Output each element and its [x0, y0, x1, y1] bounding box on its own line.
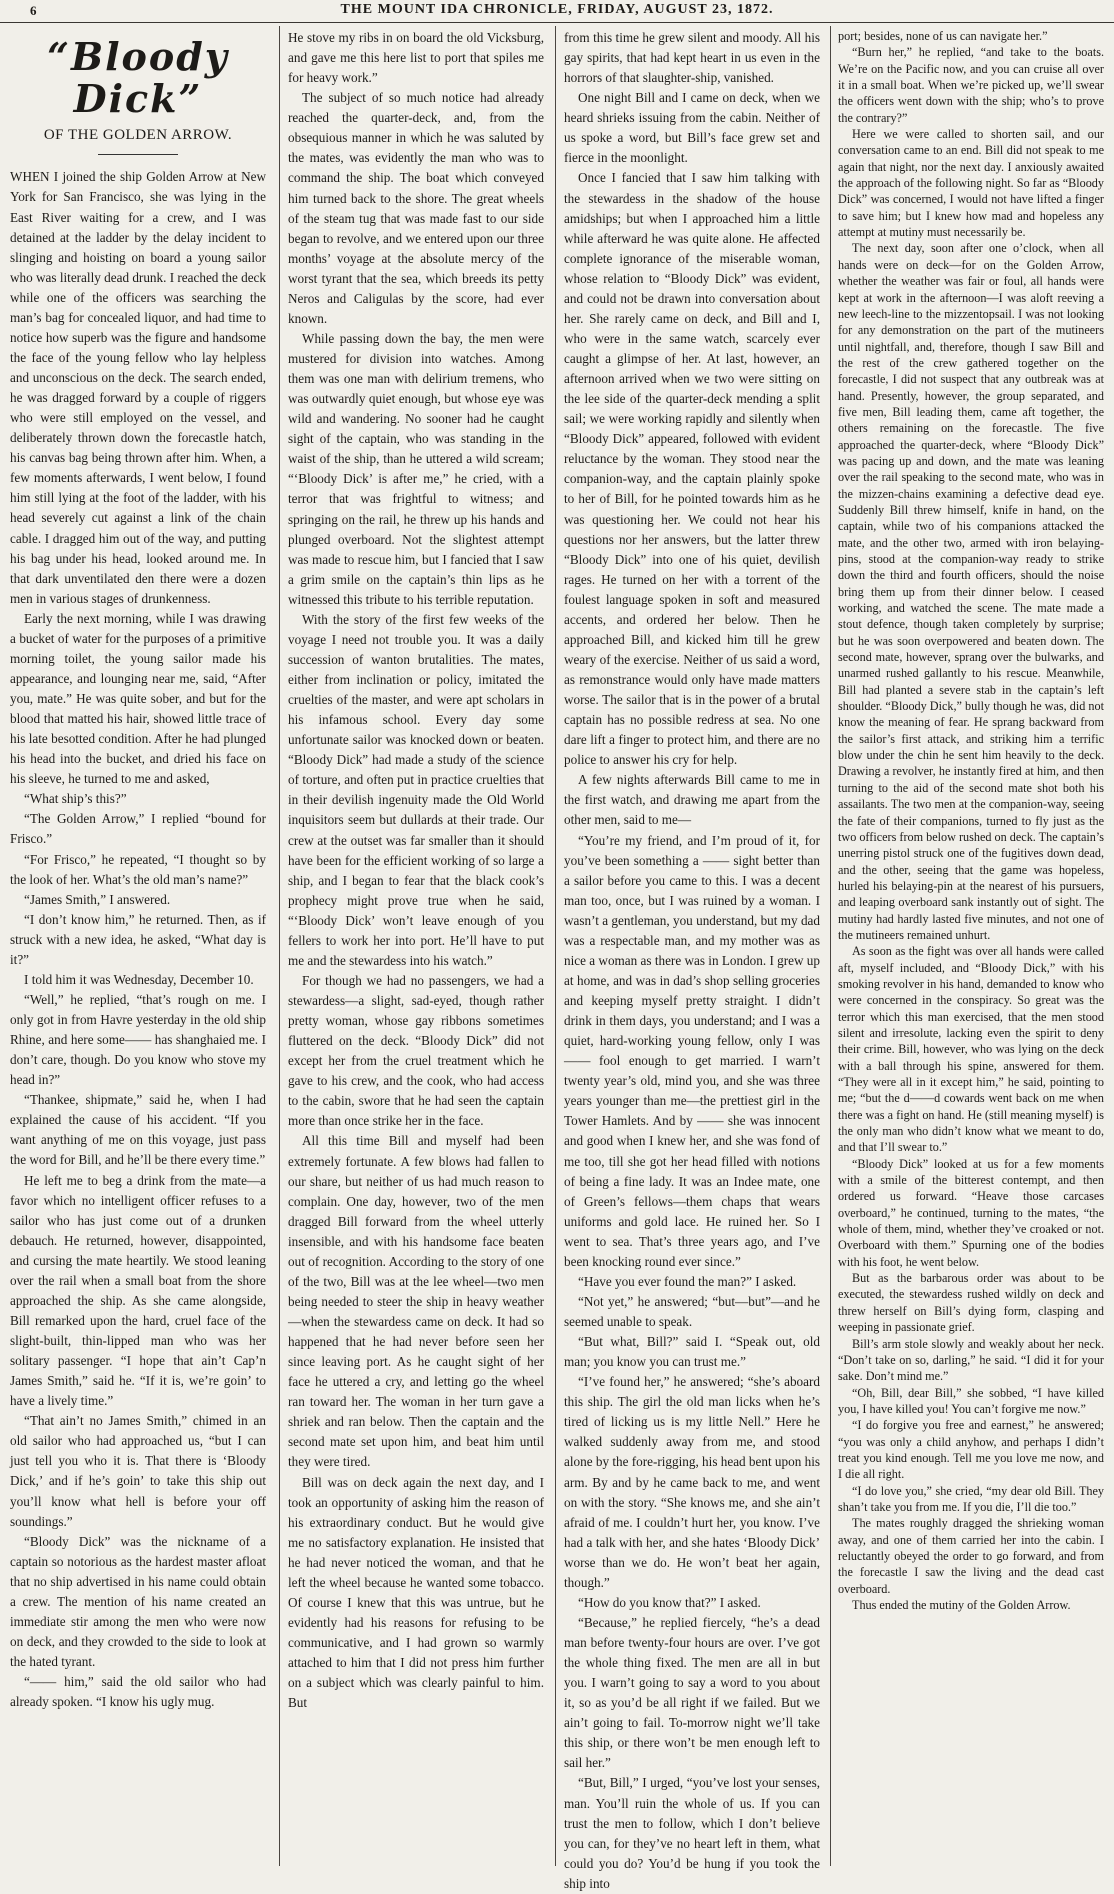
article-paragraph: A few nights afterwards Bill came to me in the first watch, and drawing me apart from the other men, said to me—	[564, 772, 820, 828]
column-2	[288, 28, 544, 1864]
article-paragraph: “But what, Bill?” said I. “Speak out, old man; you know you can trust me.”	[564, 1334, 820, 1370]
article-paragraph: As soon as the fight was over all hands were called aft, myself included, and “Bloody Dick,” with his smoking revolver in his hand, demanded to know who were concerned in the conspiracy. So great was the terror which this man exercised, that the men stood silent and irresolute, lacking even the spirit to deny their crime. Bill, however, who was lying on the deck with a ball through his spine, answered for them. “They were all in it except him,” he said, pointing to me; “but the d——d cowards went back on me when there was a fight on hand. He (still meaning myself) is the only man who didn’t know what we meant to do, and that I’ll swear to.”	[838, 944, 1104, 1155]
article-paragraph: “Have you ever found the man?” I asked.	[578, 1273, 797, 1289]
article-paragraph: “Well,” he replied, “that’s rough on me. I only got in from Havre yesterday in the old ship Rhine, and here some—— has shanghaied me. I don’t care, though. Do you know who stove my head in?”	[10, 991, 266, 1088]
article-paragraph: With the story of the first few weeks of the voyage I need not trouble you. It was a daily succession of wanton brutalities. The mates, either from inclination or policy, imitated the cruelties of the master, and were apt scholars in his infamous school. Every day some unfortunate sailor was knocked down or beaten. “Bloody Dick” had made a study of the science of torture, and often put in practice cruelties that in their devilish ingenuity made the Old World inquisitors seem but dullards at their trade. Our crew at the outset was far smaller than it should have been for the efficient working of so large a ship, and I began to fear that the black cook’s prophecy might prove true when he said, “‘Bloody Dick’ won’t leave enough of you fellers to work her into port. He’ll have to put me and the stewardess into his watch.”	[288, 611, 544, 968]
article-paragraph: “Because,” he replied fiercely, “he’s a dead man before twenty-four hours are over. I’ve got the whole thing fixed. The men are all in but you. I warn’t going to say a word to you about it, so as you’d be all right if we failed. But we ain’t going to fail. To-morrow night we’ll take this ship, or there won’t be men enough left to sail her.”	[564, 1614, 820, 1771]
article-paragraph: “James Smith,” I answered.	[24, 891, 171, 907]
column-2-body	[288, 28, 544, 1713]
page-number: 6	[30, 3, 37, 18]
article-paragraph: WHEN I joined the ship Golden Arrow at New York for San Francisco, she was lying in the East River waiting for a crew, and I was detained at the ladder by the delay incident to slinging and hoisting on board a young sailor who was literally dead drunk. I reached the deck while one of the officers was searching the man’s bag for concealed liquor, and had time to notice how superb was the figure and handsome the face of the young fellow who lay helpless and unconscious on the deck. The search ended, he was dragged forward by a couple of riggers who were still employed on the vessel, and deliberately thrown down the forecastle hatch, his canvas bag being thrown after him. When, a few moments afterwards, I went below, I found him still lying at the foot of the ladder, with his head severely cut against a link of the chain cable. I dragged him out of the way, and putting his bag under his head, looked around me. In that dark unventilated den there were a dozen men in various stages of drunkenness.	[10, 169, 266, 606]
article-paragraph: I told him it was Wednesday, December 10.	[24, 971, 254, 987]
article-paragraph: Once I fancied that I saw him talking with the stewardess in the shadow of the house amidships; but when I approached him a little while afterward he was quite alone. He affected complete ignorance of the miserable woman, whose relation to “Bloody Dick” was evident, and could not be drawn into conversation about her. She rarely came on deck, and Bill and I, who were in the same watch, scarcely ever caught a glimpse of her. At last, however, an afternoon arrived when we two were sitting on the lee side of the quarter-deck mending a split sail; we were working rapidly and silently when “Bloody Dick” appeared, followed with evident reluctance by the woman. They stood near the companion-way, and the captain plainly spoke to her of Bill, for he pointed towards him as he was questioning her. We could not hear his questions nor her answers, but the latter threw “Bloody Dick” into one of his quiet, devilish rages. He turned on her with a torrent of the foulest language spoken in soft and measured accents, and ordered her below. Then he approached Bill, and kicked him till he grew weary of the exercise. Neither of us said a word, as remonstrance would only have made matters worse. The sailor that is in the power of a brutal captain has no possible redress at sea. No one dare lift a finger to protect him, and there are no police to answer his cry for help.	[564, 170, 820, 768]
title-divider	[98, 154, 178, 155]
article-paragraph: “But, Bill,” I urged, “you’ve lost your senses, man. You’ll ruin the whole of us. If you can trust the men to follow, which I don’t believe you can, for they’ve no heart left in them, what could you do? You’d be hung if you took the ship into	[564, 1775, 820, 1891]
article-paragraph: “Thankee, shipmate,” said he, when I had explained the cause of his accident. “If you want anything of me on this voyage, just pass the word for Bill, and he’ll be there every time.”	[10, 1092, 266, 1168]
article-paragraph: “For Frisco,” he repeated, “I thought so by the look of her. What’s the old man’s name?”	[10, 851, 266, 887]
article-paragraph: “You’re my friend, and I’m proud of it, for you’ve been something a —— sight better than a sailor before you came to this. I was a decent man too, once, but I was ruined by a woman. I wasn’t a gentleman, you understand, but my dad was a respectable man, and my mother was as nice a woman as there was in London. I grew up at home, and was in dad’s shop selling groceries and keeping myself pretty straight. I didn’t drink in them days, you understand; and I was a quiet, hard-working young fellow, only I was —— fool enough to get married. I warn’t twenty year’s old, mind you, and she was three years younger than me—the prettiest girl in the Tower Hamlets. And by —— she was innocent and good when I knew her, and she was fond of me too, till she got her head filled with notions of being a fine lady. It was an Indee mate, one of Green’s fellows—them chaps that wears uniforms and gold lace. He ruined her. So I went to sea. That’s three years ago, and I’ve been knocking round ever since.”	[564, 832, 820, 1269]
article-paragraph: But as the barbarous order was about to be executed, the stewardess rushed wildly on deck and threw herself on Bill’s dying form, clasping and weeping in passionate grief.	[838, 1271, 1104, 1335]
article-paragraph: While passing down the bay, the men were mustered for division into watches. Among them was one man with delirium tremens, who was outwardly quiet enough, but whose eye was wild and wandering. No sooner had he caught sight of the captain, who was standing in the waist of the ship, than he uttered a wild scream; “‘Bloody Dick’ is after me,” he cried, with a terror that was frightful to witness; and springing on the rail, he threw up his hands and plunged overboard. Not the slightest attempt was made to rescue him, but I fancied that I saw a grim smile on the captain’s thin lips as he witnessed this tribute to his terrible reputation.	[288, 330, 544, 607]
column-3-body	[564, 28, 820, 1894]
article-paragraph: “That ain’t no James Smith,” chimed in an old sailor who had approached us, “but I can just tell you who it is. That there is ‘Bloody Dick,’ and if he’s goin’ to take this ship out you’ll know what hell is before your off soundings.”	[10, 1413, 266, 1529]
column-4	[838, 28, 1104, 1864]
article-paragraph: “What ship’s this?”	[24, 791, 127, 807]
article-paragraph: “I do love you,” she cried, “my dear old Bill. They shan’t take you from me. If you die, I’ll die too.”	[838, 1483, 1104, 1514]
article-paragraph: “I don’t know him,” he returned. Then, as if struck with a new idea, he asked, “What day is it?”	[10, 911, 266, 967]
column-4-body	[838, 28, 1104, 1613]
article-paragraph: “Bloody Dick” looked at us for a few moments with a smile of the bitterest contempt, and then ordered us forward. “Heave those carcases overboard,” he continued, turning to the mates, “the whole of them, mind, whether they’ve croaked or not. Overboard with them.” Spurning one of the bodies with his foot, he went below.	[838, 1156, 1104, 1269]
article-paragraph: One night Bill and I came on deck, when we heard shrieks issuing from the cabin. Neither of us spoke a word, but Bill’s face grew set and fierce in the moonlight.	[564, 90, 820, 166]
article-paragraph: “Bloody Dick” was the nickname of a captain so notorious as the hardest master afloat that no ship advertised in his name could obtain a crew. The mention of his name created an immediate stir among the men who were now on deck, and they crowded to the side to look at the hated tyrant.	[10, 1533, 266, 1670]
newspaper-header: THE MOUNT IDA CHRONICLE, FRIDAY, AUGUST 23, 1872.	[340, 2, 774, 17]
article-paragraph: “Oh, Bill, dear Bill,” she sobbed, “I have killed you, I have killed you! You can’t forgive me now.”	[838, 1385, 1104, 1416]
article-paragraph: “I’ve found her,” he answered; “she’s aboard this ship. The girl the old man licks when he’s tired of licking us is my little Nell.” Here he walked suddenly away from me, and stood alone by the fore-rigging, his head bent upon his arm. By and by he came back to me, and went on with the story. “She knows me, and she ain’t afraid of me. I couldn’t hurt her, you know. I’ve had a talk with her, and she hates ‘Bloody Dick’ worse than we do. He won’t beat her again, though.”	[564, 1374, 820, 1590]
article-paragraph: For though we had no passengers, we had a stewardess—a slight, sad-eyed, though rather pretty woman, whose gay ribbons sometimes fluttered on the deck. “Bloody Dick” did not except her from the cruel treatment which he gave to his crew, and the cook, who had access to the cabin, swore that he had seen the captain more than once strike her in the face.	[288, 972, 544, 1129]
article-title: “Bloody Dick”	[47, 34, 229, 121]
column-1-body	[10, 167, 266, 1712]
article-paragraph: “Not yet,” he answered; “but—but”—and he seemed unable to speak.	[564, 1293, 820, 1329]
article-paragraph: “The Golden Arrow,” I replied “bound for Frisco.”	[10, 811, 266, 847]
article-paragraph: “I do forgive you free and earnest,” he answered; “you was only a child anyhow, and perhaps I didn’t treat you kind enough. Tell me you love me now, and I die all right.	[838, 1418, 1104, 1482]
article-paragraph: The subject of so much notice had already reached the quarter-deck, and, from the obsequious manner in which he was saluted by the mates, was evidently the man who was to command the ship. The boat which conveyed him turned back to the shore. The great wheels of the steam tug that was made fast to our side began to revolve, and we entered upon our three months’ voyage at the absolute mercy of the worst tyrant that the sea, which breeds its petty Neros and Caligulas by the score, had ever known.	[288, 90, 544, 326]
article-paragraph: port; besides, none of us can navigate her.”	[838, 29, 1048, 43]
column-rule	[830, 26, 831, 1866]
article-paragraph: The mates roughly dragged the shrieking woman away, and one of them carried her into the cabin. I reluctantly obeyed the order to go forward, and from the forecastle I saw the living and the dead cast overboard.	[838, 1516, 1104, 1596]
article-subtitle: OF THE GOLDEN ARROW.	[43, 126, 233, 143]
column-rule	[279, 26, 280, 1866]
article-paragraph: Bill was on deck again the next day, and I took an opportunity of asking him the reason of his extraordinary conduct. But he would give me no satisfactory explanation. He insisted that he had never noticed the woman, and that he left the wheel because he wanted some tobacco. Of course I knew that this was untrue, but he evidently had his reasons for refusing to be communicative, and I had grown so warmly attached to him that I did not press him further on a subject which was clearly painful to him. But	[288, 1474, 544, 1711]
article-paragraph: He stove my ribs in on board the old Vicksburg, and gave me this here list to port that spiles me for heavy work.”	[288, 30, 544, 86]
article-paragraph: Bill’s arm stole slowly and weakly about her neck. “Don’t take on so, darling,” he said. “I did it for your sake. Don’t mind me.”	[838, 1336, 1104, 1384]
article-paragraph: Early the next morning, while I was drawing a bucket of water for the purposes of a primitive morning toilet, the young sailor made his appearance, and lounging near me, said, “After you, mate.” He was quite sober, and but for the blood that matted his hair, showed little trace of his late besotted condition. After he had plunged his head into the bucket, and dried his face on his sleeve, he turned to me and asked,	[10, 610, 266, 787]
article-paragraph: “How do you know that?” I asked.	[578, 1594, 761, 1610]
article-paragraph: Here we were called to shorten sail, and our conversation came to an end. Bill did not speak to me again that night, nor the next day. I anxiously awaited the approach of the following night. So far as “Bloody Dick” was concerned, I would not have lifted a finger to save him; but I knew how mad and hopeless any attempt at mutiny must necessarily be.	[838, 127, 1104, 240]
article-paragraph: The next day, soon after one o’clock, when all hands were on deck—for on the Golden Arrow, whether the weather was fair or foul, all hands were kept at work in the afternoon—I was aloft reeving a new leech-line to the mizzentopsail. I was not looking for any demonstration on the part of the mutineers until nightfall, and, therefore, though I saw Bill and the rest of the crew gathered together on the forecastle, I did not suspect that any outbreak was at hand. Presently, however, the group separated, and five men, Bill leading them, came aft together, the others remaining on the forecastle. The five approached the quarter-deck, where “Bloody Dick” was pacing up and down, and the mate was leaning over the rail speaking to the second mate, who was in the mizzen-chains examining a defective dead eye. Suddenly Bill threw himself, knife in hand, on the captain, while two of his companions attacked the mate, and the other two, armed with iron belaying-pins, stood at the companion-way ready to strike down the third and fourth officers, should the noise bring them up from their dinner below. I ceased working, and watched the scene. The mate made a stout defence, though taken completely by surprise; but he was soon overpowered and beaten down. The second mate, however, sprang over the bulwarks, and unarmed rushed gallantly to his rescue. Meanwhile, Bill had planted a severe stab in the captain’s left shoulder. “Bloody Dick,” bully though he was, did not know the meaning of fear. He sprang backward from the sailor’s first attack, and striking him a terrific blow under the chin he sent him heavily to the deck. Drawing a revolver, he instantly fired at him, and then turning to the aid of the second mate shot both his assailants. The two men at the companion-way, seeing the fate of their companions, turned to fly just as the two officers from below rushed on deck. The captain’s unerring pistol struck one of the fugitives down dead, and the other, seeing that the game was hopeless, hurled his belaying-pin at the nearest of his pursuers, and leaping overboard sank instantly out of sight. The mutiny had hardly lasted five minutes, and not one of the mutineers remained unhurt.	[838, 241, 1104, 942]
article-heading	[10, 36, 266, 155]
column-rule	[555, 26, 556, 1866]
article-paragraph: “Burn her,” he replied, “and take to the boats. We’re on the Pacific now, and you can cruise all over it in a small boat. When we’re picked up, we’ll swear the officers went down with the ship; who’s to prove the contrary?”	[838, 45, 1104, 125]
article-paragraph: from this time he grew silent and moody. All his gay spirits, that had kept heart in us even in the horrors of that slaughter-ship, vanished.	[564, 30, 820, 86]
column-1	[10, 28, 266, 1864]
article-paragraph: Thus ended the mutiny of the Golden Arrow.	[852, 1598, 1071, 1612]
article-paragraph: He left me to beg a drink from the mate—a favor which no intelligent officer refuses to a sailor who has just come out of a drunken debauch. He returned, however, disappointed, and cursing the mate heartily. We stood leaning over the rail when a small boat from the shore approached the ship. As she came alongside, Bill remarked upon the hard, cruel face of the slight-built, thin-lipped man who was her solitary passenger. “I hope that ain’t Cap’n James Smith,” said he. “If it is, we’re goin’ to have a lively time.”	[10, 1172, 266, 1409]
article-paragraph: All this time Bill and myself had been extremely fortunate. A few blows had fallen to our share, but neither of us had much reason to complain. One day, however, two of the men dragged Bill forward from the wheel utterly insensible, and with his handsome face beaten out of recognition. According to the story of one of the two, Bill was at the lee wheel—two men being needed to steer the ship in heavy weather—when the stewardess came on deck. It had so happened that he had never before seen her since leaving port. As he caught sight of her face he uttered a cry, and letting go the wheel ran toward her. The woman in her turn gave a shriek and ran below. Then the captain and the second mate set upon him, and beat him until they were tired.	[288, 1133, 544, 1470]
article-paragraph: “—— him,” said the old sailor who had already spoken. “I know his ugly mug.	[10, 1674, 266, 1710]
masthead	[0, 0, 1114, 23]
column-3	[564, 28, 820, 1891]
